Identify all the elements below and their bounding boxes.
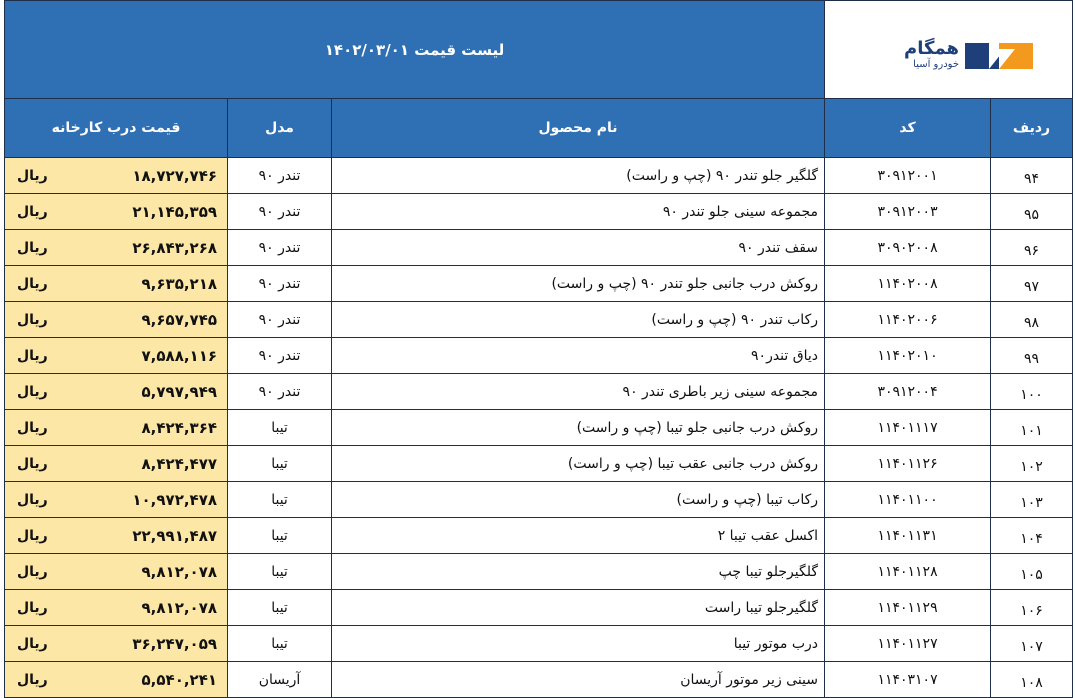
- table-row: [5, 518, 1073, 554]
- price-unit: ریال: [17, 347, 48, 364]
- row-model: تیبا: [228, 410, 332, 446]
- row-code: ۳۰۹۱۲۰۰۱: [825, 158, 991, 194]
- price-unit: ریال: [17, 563, 48, 580]
- row-model: تیبا: [228, 590, 332, 626]
- row-product-name: دیاق تندر۹۰: [332, 338, 825, 374]
- row-model: تیبا: [228, 482, 332, 518]
- price-value: ۸,۴۲۴,۳۶۴: [141, 418, 218, 437]
- table-row: [5, 482, 1073, 518]
- row-index: ۹۸: [991, 302, 1073, 338]
- row-index: ۱۰۲: [991, 446, 1073, 482]
- row-price: [5, 266, 228, 302]
- price-value: ۹,۶۵۷,۷۴۵: [141, 310, 218, 329]
- row-code: ۳۰۹۱۲۰۰۴: [825, 374, 991, 410]
- title-row: [5, 1, 1073, 99]
- row-index: ۱۰۸: [991, 662, 1073, 698]
- row-code: ۱۱۴۰۱۱۲۹: [825, 590, 991, 626]
- price-value: ۲۱,۱۴۵,۳۵۹: [132, 202, 218, 221]
- price-value: ۱۰,۹۷۲,۴۷۸: [132, 490, 218, 509]
- row-code: ۳۰۹۱۲۰۰۳: [825, 194, 991, 230]
- price-unit: ریال: [17, 275, 48, 292]
- row-price: [5, 446, 228, 482]
- row-price: [5, 194, 228, 230]
- row-price: [5, 374, 228, 410]
- price-value: ۷,۵۸۸,۱۱۶: [141, 346, 218, 365]
- table-row: [5, 554, 1073, 590]
- price-unit: ریال: [17, 167, 48, 184]
- row-model: تندر ۹۰: [228, 158, 332, 194]
- col-name: نام محصول: [332, 99, 825, 158]
- row-price: [5, 158, 228, 194]
- row-price: [5, 338, 228, 374]
- row-index: ۱۰۰: [991, 374, 1073, 410]
- table-row: [5, 590, 1073, 626]
- row-price: [5, 554, 228, 590]
- table-row: [5, 338, 1073, 374]
- row-model: تندر ۹۰: [228, 194, 332, 230]
- row-model: آریسان: [228, 662, 332, 698]
- row-model: تندر ۹۰: [228, 230, 332, 266]
- row-product-name: روکش درب جانبی جلو تندر ۹۰ (چپ و راست): [332, 266, 825, 302]
- logo-name: همگام: [904, 38, 960, 59]
- row-price: [5, 410, 228, 446]
- row-code: ۱۱۴۰۱۱۲۶: [825, 446, 991, 482]
- price-unit: ریال: [17, 527, 48, 544]
- price-value: ۸,۴۲۴,۴۷۷: [141, 454, 218, 473]
- row-code: ۱۱۴۰۱۱۰۰: [825, 482, 991, 518]
- row-price: [5, 482, 228, 518]
- price-unit: ریال: [17, 203, 48, 220]
- row-index: ۹۴: [991, 158, 1073, 194]
- row-code: ۱۱۴۰۲۰۰۸: [825, 266, 991, 302]
- row-product-name: گلگیرجلو تیبا چپ: [332, 554, 825, 590]
- row-product-name: رکاب تندر ۹۰ (چپ و راست): [332, 302, 825, 338]
- row-product-name: سینی زیر موتور آریسان: [332, 662, 825, 698]
- row-price: [5, 590, 228, 626]
- row-model: تندر ۹۰: [228, 374, 332, 410]
- price-unit: ریال: [17, 239, 48, 256]
- row-model: تندر ۹۰: [228, 338, 332, 374]
- row-product-name: روکش درب جانبی جلو تیبا (چپ و راست): [332, 410, 825, 446]
- table-row: [5, 302, 1073, 338]
- price-unit: ریال: [17, 455, 48, 472]
- row-index: ۹۹: [991, 338, 1073, 374]
- row-price: [5, 302, 228, 338]
- row-code: ۱۱۴۰۲۰۰۶: [825, 302, 991, 338]
- row-product-name: مجموعه سینی زیر باطری تندر ۹۰: [332, 374, 825, 410]
- col-code: کد: [825, 99, 991, 158]
- row-model: تیبا: [228, 554, 332, 590]
- table-row: [5, 410, 1073, 446]
- col-price: قیمت درب کارخانه: [5, 99, 228, 158]
- row-index: ۱۰۱: [991, 410, 1073, 446]
- price-value: ۹,۸۱۲,۰۷۸: [141, 598, 218, 617]
- price-unit: ریال: [17, 635, 48, 652]
- row-code: ۱۱۴۰۱۱۲۸: [825, 554, 991, 590]
- price-unit: ریال: [17, 311, 48, 328]
- table-row: [5, 230, 1073, 266]
- price-value: ۹,۸۱۲,۰۷۸: [141, 562, 218, 581]
- column-header-row: [5, 99, 1073, 158]
- row-index: ۱۰۴: [991, 518, 1073, 554]
- row-product-name: گلگیرجلو تیبا راست: [332, 590, 825, 626]
- table-row: [5, 662, 1073, 698]
- price-unit: ریال: [17, 671, 48, 688]
- hamgam-logo-icon: [965, 41, 1033, 71]
- price-unit: ریال: [17, 419, 48, 436]
- row-model: تیبا: [228, 518, 332, 554]
- row-model: تیبا: [228, 446, 332, 482]
- logo-subtitle: خودرو آسیا: [913, 59, 960, 70]
- table-row: [5, 374, 1073, 410]
- row-code: ۱۱۴۰۱۱۲۷: [825, 626, 991, 662]
- row-product-name: سقف تندر ۹۰: [332, 230, 825, 266]
- table-row: [5, 626, 1073, 662]
- price-value: ۲۶,۸۴۳,۲۶۸: [132, 238, 218, 257]
- row-code: ۱۱۴۰۳۱۰۷: [825, 662, 991, 698]
- row-index: ۹۷: [991, 266, 1073, 302]
- row-model: تندر ۹۰: [228, 266, 332, 302]
- col-index: ردیف: [991, 99, 1073, 158]
- row-product-name: درب موتور تیبا: [332, 626, 825, 662]
- row-code: ۱۱۴۰۱۱۳۱: [825, 518, 991, 554]
- price-value: ۱۸,۷۲۷,۷۴۶: [132, 166, 218, 185]
- table-row: [5, 194, 1073, 230]
- row-product-name: مجموعه سینی جلو تندر ۹۰: [332, 194, 825, 230]
- row-model: تندر ۹۰: [228, 302, 332, 338]
- price-value: ۵,۷۹۷,۹۴۹: [141, 382, 218, 401]
- row-index: ۹۶: [991, 230, 1073, 266]
- row-price: [5, 518, 228, 554]
- col-model: مدل: [228, 99, 332, 158]
- row-price: [5, 230, 228, 266]
- row-price: [5, 626, 228, 662]
- row-code: ۱۱۴۰۱۱۱۷: [825, 410, 991, 446]
- row-model: تیبا: [228, 626, 332, 662]
- page-title: لیست قیمت ۱۴۰۲/۰۳/۰۱: [5, 1, 825, 99]
- table-body: [5, 158, 1073, 698]
- row-product-name: روکش درب جانبی عقب تیبا (چپ و راست): [332, 446, 825, 482]
- row-index: ۱۰۷: [991, 626, 1073, 662]
- table-row: [5, 266, 1073, 302]
- table-row: [5, 446, 1073, 482]
- price-value: ۲۲,۹۹۱,۴۸۷: [132, 526, 218, 545]
- hamgam-logo: [869, 39, 1034, 73]
- price-value: ۵,۵۴۰,۲۴۱: [141, 670, 218, 689]
- row-index: ۱۰۵: [991, 554, 1073, 590]
- row-code: ۳۰۹۰۲۰۰۸: [825, 230, 991, 266]
- row-index: ۱۰۶: [991, 590, 1073, 626]
- price-unit: ریال: [17, 491, 48, 508]
- table-row: [5, 158, 1073, 194]
- row-code: ۱۱۴۰۲۰۱۰: [825, 338, 991, 374]
- price-value: ۳۶,۲۴۷,۰۵۹: [132, 634, 218, 653]
- row-product-name: رکاب تیبا (چپ و راست): [332, 482, 825, 518]
- row-price: [5, 662, 228, 698]
- row-product-name: اکسل عقب تیبا ۲: [332, 518, 825, 554]
- row-index: ۹۵: [991, 194, 1073, 230]
- price-unit: ریال: [17, 599, 48, 616]
- price-value: ۹,۶۳۵,۲۱۸: [141, 274, 218, 293]
- price-unit: ریال: [17, 383, 48, 400]
- row-product-name: گلگیر جلو تندر ۹۰ (چپ و راست): [332, 158, 825, 194]
- logo-cell: [825, 1, 1073, 99]
- price-table: [4, 0, 1073, 698]
- price-list-sheet: [4, 0, 1072, 691]
- row-index: ۱۰۳: [991, 482, 1073, 518]
